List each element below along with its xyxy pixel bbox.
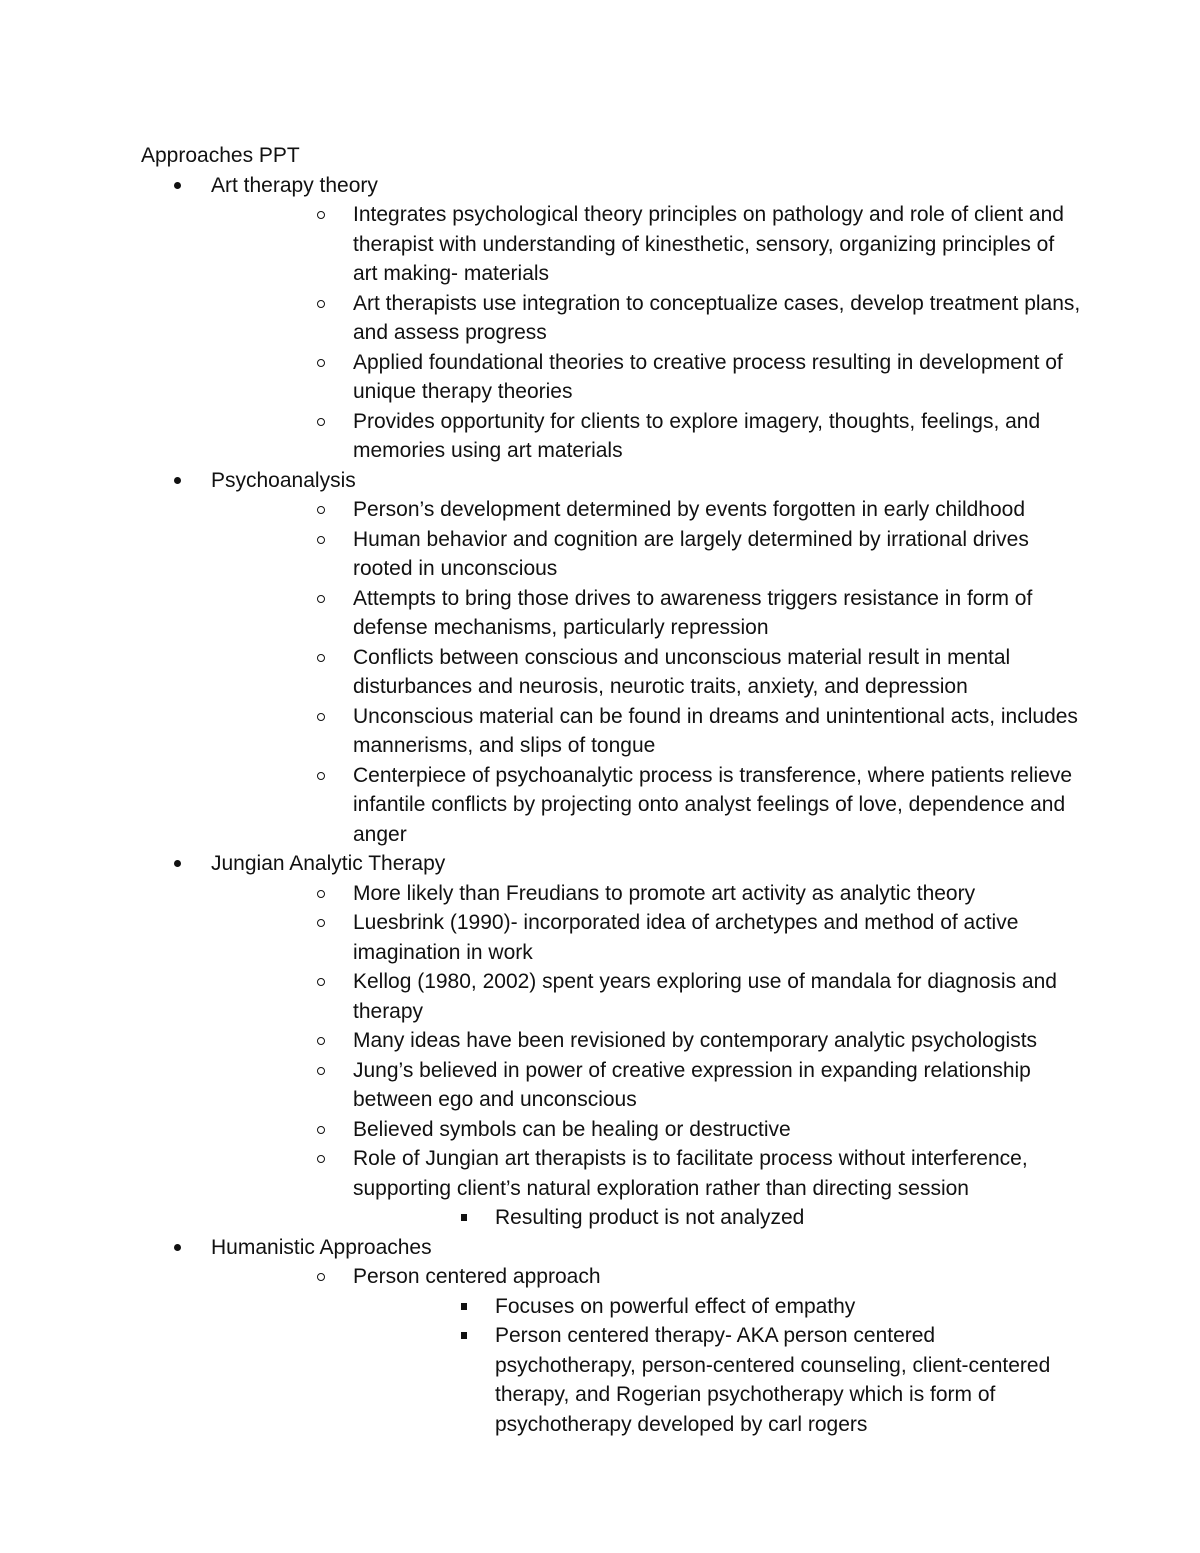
point-item xyxy=(282,643,1081,702)
circle-bullet-icon xyxy=(317,1067,325,1075)
section-item xyxy=(141,466,1081,850)
circle-bullet-icon xyxy=(317,772,325,780)
circle-bullet-icon xyxy=(317,359,325,367)
point-text: Kellog (1980, 2002) spent years exploring use of mandala for diagnosis and therapy xyxy=(353,970,1057,1023)
point-item xyxy=(282,879,1081,909)
subpoint-item xyxy=(424,1321,1081,1439)
section-heading: Jungian Analytic Therapy xyxy=(211,852,446,875)
subpoint-item xyxy=(424,1292,1081,1322)
point-text: Many ideas have been revisioned by contemporary analytic psychologists xyxy=(353,1029,1038,1052)
point-list xyxy=(282,879,1081,1233)
subpoint-list xyxy=(424,1203,1081,1233)
point-item xyxy=(282,908,1081,967)
point-text: Conflicts between conscious and unconscious material result in mental disturbances and neurosis, neurotic traits, anxiety, and depression xyxy=(353,645,1011,698)
point-item xyxy=(282,1144,1081,1233)
point-item xyxy=(282,1262,1081,1439)
point-text: Luesbrink (1990)- incorporated idea of archetypes and method of active imagination in work xyxy=(353,911,1019,964)
circle-bullet-icon xyxy=(317,1155,325,1163)
subpoint-list xyxy=(424,1292,1081,1440)
point-text: Role of Jungian art therapists is to facilitate process without interference, supporting client’s natural exploration rather than directing session xyxy=(353,1147,1028,1200)
point-text: Attempts to bring those drives to awareness triggers resistance in form of defense mechanisms, particularly repression xyxy=(353,586,1033,639)
point-text: Jung’s believed in power of creative expression in expanding relationship between ego and unconscious xyxy=(353,1058,1031,1111)
point-item xyxy=(282,967,1081,1026)
document-page xyxy=(141,141,1081,1439)
point-item xyxy=(282,1115,1081,1145)
section-heading: Psychoanalysis xyxy=(211,468,356,492)
section-heading: Humanistic Approaches xyxy=(211,1235,432,1259)
bullet-icon xyxy=(174,182,181,189)
point-text: Person’s development determined by events forgotten in early childhood xyxy=(353,498,1026,521)
point-list xyxy=(282,200,1081,466)
circle-bullet-icon xyxy=(317,1273,325,1281)
circle-bullet-icon xyxy=(317,506,325,514)
bullet-icon xyxy=(174,860,181,867)
section-heading: Art therapy theory xyxy=(211,173,378,197)
circle-bullet-icon xyxy=(317,418,325,426)
square-bullet-icon xyxy=(461,1214,467,1221)
subpoint-text: Focuses on powerful effect of empathy xyxy=(495,1294,856,1318)
subpoint-text: Resulting product is not analyzed xyxy=(495,1206,805,1229)
point-item xyxy=(282,495,1081,525)
square-bullet-icon xyxy=(461,1303,467,1310)
section-list xyxy=(141,171,1081,1440)
circle-bullet-icon xyxy=(317,654,325,662)
point-item xyxy=(282,1026,1081,1056)
bullet-icon xyxy=(174,1244,181,1251)
point-text: Believed symbols can be healing or destructive xyxy=(353,1117,791,1141)
circle-bullet-icon xyxy=(317,300,325,308)
point-text: Person centered approach xyxy=(353,1265,601,1288)
circle-bullet-icon xyxy=(317,1037,325,1045)
point-item xyxy=(282,761,1081,850)
circle-bullet-icon xyxy=(317,713,325,721)
section-item xyxy=(141,171,1081,466)
square-bullet-icon xyxy=(461,1332,467,1339)
circle-bullet-icon xyxy=(317,1126,325,1134)
subpoint-text: Person centered therapy- AKA person centered psychotherapy, person-centered counseling, client-centered therapy, and Rogerian psychotherapy which is form of psychotherapy developed by carl rogers xyxy=(495,1324,1051,1436)
point-item xyxy=(282,702,1081,761)
point-text: Unconscious material can be found in dreams and unintentional acts, includes mannerisms, and slips of tongue xyxy=(353,704,1078,757)
point-text: Integrates psychological theory principles on pathology and role of client and therapist with understanding of kinesthetic, sensory, organizing principles of art making- materials xyxy=(353,203,1064,285)
point-item xyxy=(282,348,1081,407)
point-item xyxy=(282,407,1081,466)
circle-bullet-icon xyxy=(317,978,325,986)
point-list xyxy=(282,495,1081,849)
point-item xyxy=(282,584,1081,643)
circle-bullet-icon xyxy=(317,211,325,219)
point-item xyxy=(282,200,1081,289)
point-text: Provides opportunity for clients to explore imagery, thoughts, feelings, and memories using art materials xyxy=(353,409,1041,462)
point-item xyxy=(282,525,1081,584)
point-item xyxy=(282,1056,1081,1115)
point-text: Centerpiece of psychoanalytic process is transference, where patients relieve infantile conflicts by projecting onto analyst feelings of love, dependence and anger xyxy=(353,763,1073,846)
point-text: Human behavior and cognition are largely determined by irrational drives rooted in unconscious xyxy=(353,527,1029,580)
point-list xyxy=(282,1262,1081,1439)
circle-bullet-icon xyxy=(317,919,325,927)
point-text: Art therapists use integration to conceptualize cases, develop treatment plans, and assess progress xyxy=(353,291,1081,344)
subpoint-item xyxy=(424,1203,1081,1233)
section-item xyxy=(141,849,1081,1233)
bullet-icon xyxy=(174,477,181,484)
point-text: Applied foundational theories to creative process resulting in development of unique therapy theories xyxy=(353,350,1063,403)
circle-bullet-icon xyxy=(317,536,325,544)
circle-bullet-icon xyxy=(317,595,325,603)
circle-bullet-icon xyxy=(317,890,325,898)
section-item xyxy=(141,1233,1081,1440)
point-text: More likely than Freudians to promote art activity as analytic theory xyxy=(353,881,976,905)
point-item xyxy=(282,289,1081,348)
document-title: Approaches PPT xyxy=(141,144,300,167)
